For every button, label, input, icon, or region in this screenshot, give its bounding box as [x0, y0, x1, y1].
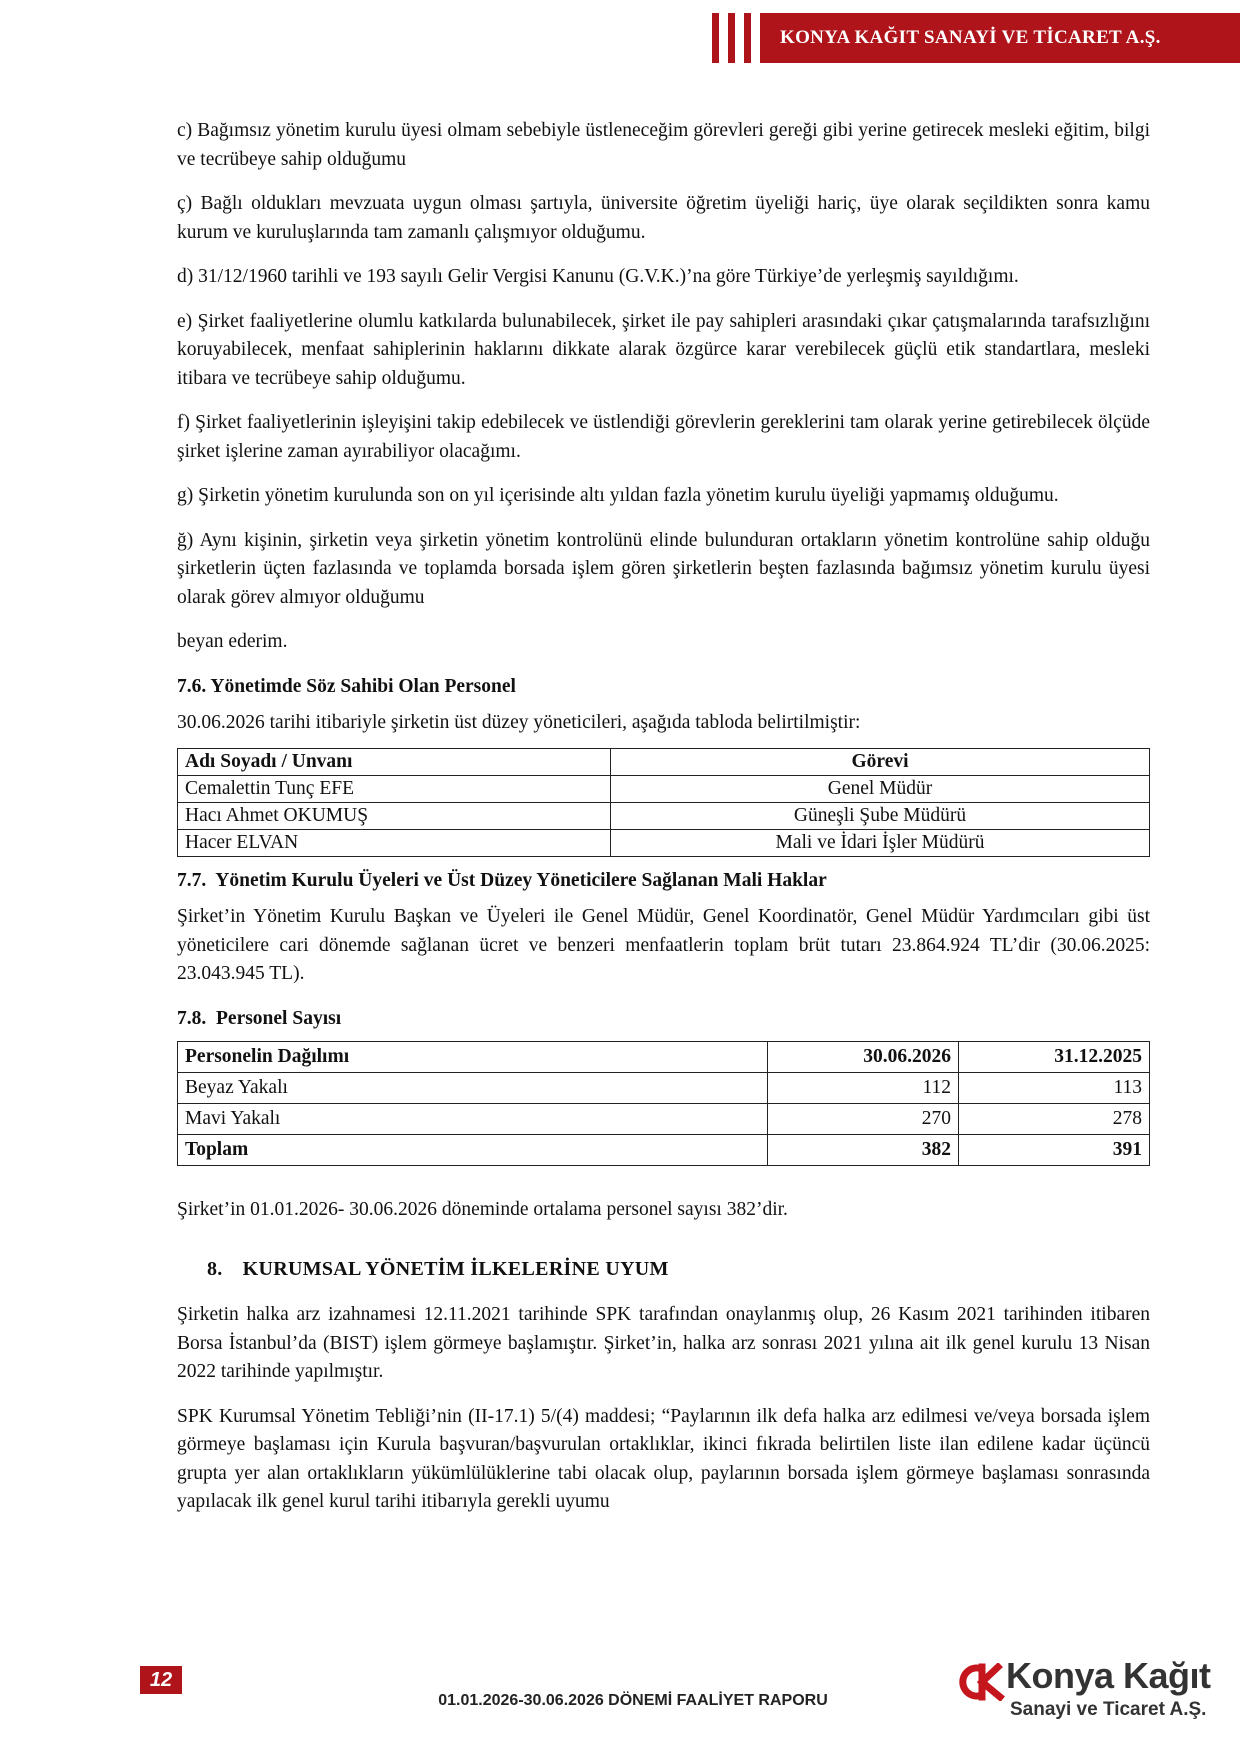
declaration-item-e: e) Şirket faaliyetlerine olumlu katkılarda bulunabilecek, şirket ile pay sahipleri arasındaki çıkar çatışmalarında tarafsızlığını koruyabilecek, menfaat sahiplerinin haklarını dikkate alarak özgürce karar verebilecek güçlü etik standartlara, mesleki itibara ve tecrübeye sahip olduğumu. [177, 310, 1150, 389]
table-cell: 382 [768, 1135, 959, 1166]
report-title: 01.01.2026-30.06.2026 DÖNEMİ FAALİYET RAPORU [438, 1692, 828, 1709]
table-cell: Toplam [178, 1135, 768, 1166]
section-8-title: KURUMSAL YÖNETİM İLKELERİNE UYUM [242, 1257, 669, 1280]
header-bar [712, 13, 719, 63]
table-row [178, 1073, 1150, 1104]
table-row [178, 829, 1150, 856]
table-header-cell: 30.06.2026 [768, 1042, 959, 1073]
table-cell: Hacer ELVAN [178, 829, 611, 856]
page-number: 12 [149, 1668, 173, 1691]
company-logo [952, 1657, 1222, 1727]
section-8-heading [207, 1255, 1150, 1284]
page-number-badge [140, 1666, 182, 1694]
table-cell: Güneşli Şube Müdürü [611, 802, 1150, 829]
table-cell: Mavi Yakalı [178, 1104, 768, 1135]
logo-name: Konya Kağıt [1006, 1655, 1211, 1696]
header-bar [728, 13, 735, 63]
logo-subtitle: Sanayi ve Ticaret A.Ş. [1010, 1699, 1207, 1720]
declaration-item-gg: ğ) Aynı kişinin, şirketin veya şirketin yönetim kontrolünü elinde bulunduran ortakların yönetim kontrolüne sahip olduğu şirketlerin üçten fazlasında ve toplamda borsada işlem gören şirketlerin beşten fazlasında bağımsız yönetim kurulu üyesi olarak görev almıyor olduğumu [177, 529, 1150, 608]
section-76-heading: 7.6. Yönetimde Söz Sahibi Olan Personel [177, 675, 516, 697]
table-cell: Genel Müdür [611, 775, 1150, 802]
table-header-row [178, 1042, 1150, 1073]
table-header-cell: Adı Soyadı / Unvanı [178, 748, 611, 775]
section-78-note: Şirket’in 01.01.2026- 30.06.2026 döneminde ortalama personel sayısı 382’dir. [177, 1199, 788, 1220]
table-header-cell: Görevi [611, 748, 1150, 775]
section-8-paragraph: Şirketin halka arz izahnamesi 12.11.2021 tarihinde SPK tarafından onaylanmış olup, 26 Kasım 2021 tarihinden itibaren Borsa İstanbul’da (BIST) işlem görmeye başlamıştır. Şirket’in, halka arz sonrası 2021 yılına ait ilk genel kurulu 13 Nisan 2022 tarihinde yapılmıştır. [177, 1304, 1150, 1382]
declaration-item-g: g) Şirketin yönetim kurulunda son on yıl içerisinde altı yıldan fazla yönetim kurulu üyeliği yapmamış olduğumu. [177, 485, 1059, 506]
section-8-number: 8. [207, 1257, 223, 1280]
declaration-closing: beyan ederim. [177, 631, 288, 652]
table-cell: Mali ve İdari İşler Müdürü [611, 829, 1150, 856]
declaration-item-c: c) Bağımsız yönetim kurulu üyesi olmam sebebiyle üstleneceğim görevleri gereği gibi yerine getirecek mesleki eğitim, bilgi ve tecrübeye sahip olduğumu [177, 120, 1150, 170]
table-cell: 270 [768, 1104, 959, 1135]
table-cell: 113 [959, 1073, 1150, 1104]
table-row [178, 1104, 1150, 1135]
page-content [177, 117, 1150, 1533]
section-76-intro: 30.06.2026 tarihi itibariyle şirketin üst düzey yöneticileri, aşağıda tabloda belirtilmiştir: [177, 712, 861, 733]
section-78-heading: 7.8. Personel Sayısı [177, 1007, 342, 1029]
personnel-table [177, 1041, 1150, 1166]
declaration-item-f: f) Şirket faaliyetlerinin işleyişini takip edebilecek ve üstlendiği görevlerin gereklerini tam olarak yerine getirebilecek ölçüde şirket işlerine zaman ayırabiliyor olacağımı. [177, 412, 1150, 462]
header-company-band [760, 13, 1240, 63]
konya-kagit-logo-icon [952, 1663, 1006, 1701]
table-cell: 391 [959, 1135, 1150, 1166]
table-cell: 112 [768, 1073, 959, 1104]
managers-table [177, 748, 1150, 857]
table-row [178, 802, 1150, 829]
table-header-cell: 31.12.2025 [959, 1042, 1150, 1073]
declaration-item-cc: ç) Bağlı oldukları mevzuata uygun olması şartıyla, üniversite öğretim üyeliği hariç, üye olarak seçildikten sonra kamu kurum ve kuruluşlarında tam zamanlı çalışmıyor olduğumu. [177, 193, 1150, 243]
table-row [178, 775, 1150, 802]
header-company-name: KONYA KAĞIT SANAYİ VE TİCARET A.Ş. [780, 27, 1161, 48]
table-total-row [178, 1135, 1150, 1166]
table-header-cell: Personelin Dağılımı [178, 1042, 768, 1073]
table-cell: Hacı Ahmet OKUMUŞ [178, 802, 611, 829]
table-cell: Beyaz Yakalı [178, 1073, 768, 1104]
table-header-row [178, 748, 1150, 775]
table-cell: Cemalettin Tunç EFE [178, 775, 611, 802]
table-cell: 278 [959, 1104, 1150, 1135]
section-8-paragraph: SPK Kurumsal Yönetim Tebliği’nin (II-17.1) 5/(4) maddesi; “Paylarının ilk defa halka arz edilmesi ve/veya borsada işlem görmeye başlaması için Kurula başvuran/başvurulan ortaklıklar, ikinci fıkrada belirtilen liste ilan edilene kadar üçüncü grupta yer alan ortaklıkların yükümlülüklerine tabi olacak olup, paylarının borsada işlem görmeye başlaması sonrasında yapılacak ilk genel kurul tarihi itibarıyla gerekli uyumu [177, 1405, 1150, 1512]
declaration-item-d: d) 31/12/1960 tarihli ve 193 sayılı Gelir Vergisi Kanunu (G.V.K.)’na göre Türkiye’de yerleşmiş sayıldığımı. [177, 266, 1019, 287]
header-bar [744, 13, 751, 63]
section-77-heading: 7.7. Yönetim Kurulu Üyeleri ve Üst Düzey Yöneticilere Sağlanan Mali Haklar [177, 869, 827, 891]
section-77-text: Şirket’in Yönetim Kurulu Başkan ve Üyeleri ile Genel Müdür, Genel Koordinatör, Genel Müdür Yardımcıları gibi üst yöneticilere cari dönemde sağlanan ücret ve benzeri menfaatlerin toplam brüt tutarı 23.864.924 TL’dir (30.06.2025: 23.043.945 TL). [177, 906, 1150, 984]
header-bars [712, 13, 751, 63]
